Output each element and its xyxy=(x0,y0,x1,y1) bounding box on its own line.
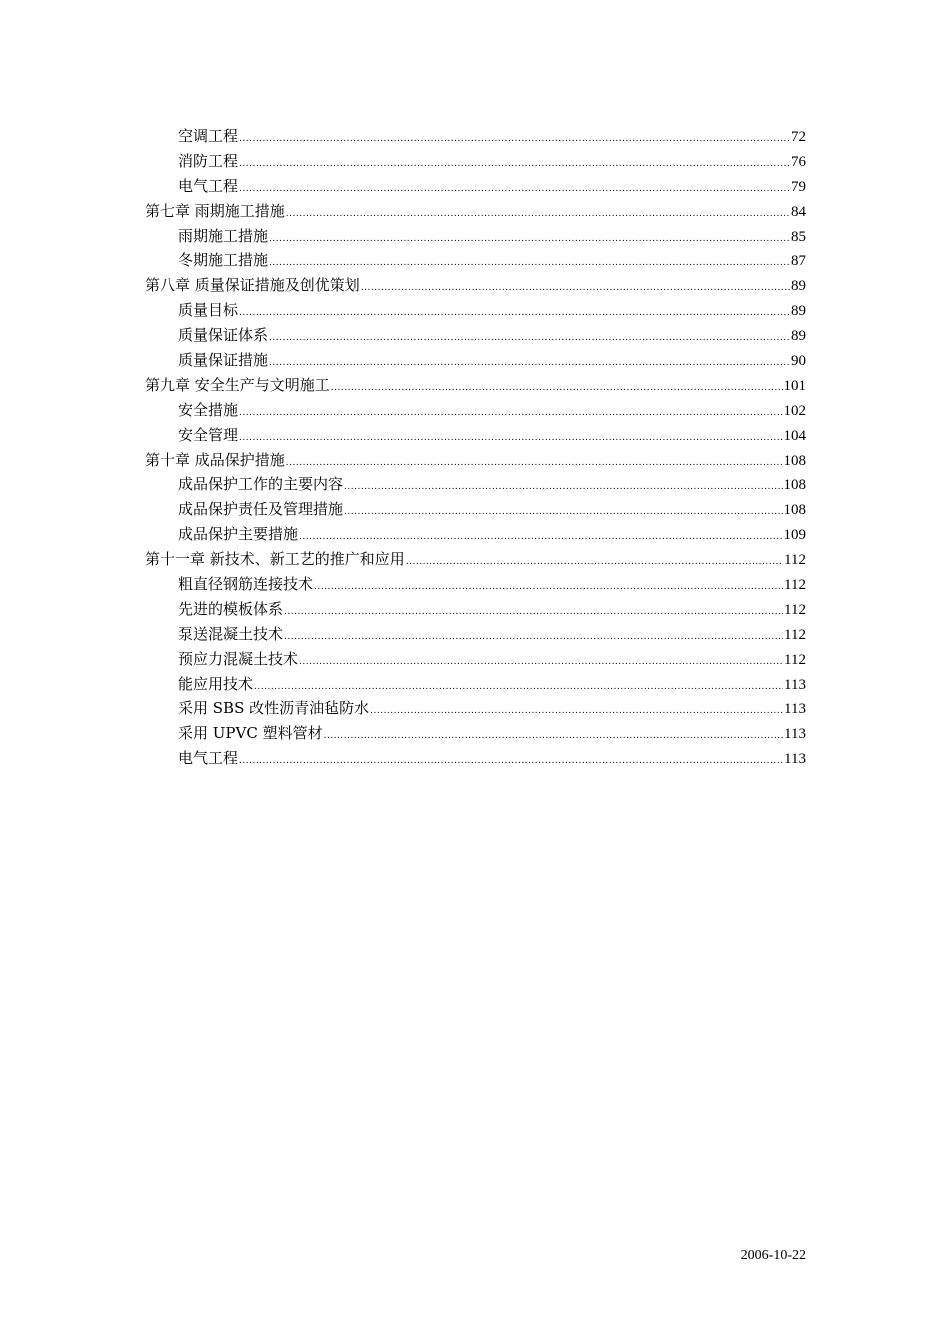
toc-entry-title: 成品保护责任及管理措施 xyxy=(178,500,344,519)
toc-section-entry[interactable] xyxy=(145,696,806,721)
toc-section-entry[interactable] xyxy=(145,497,806,522)
footer-date: 2006-10-22 xyxy=(740,1248,806,1263)
toc-entry-title: 雨期施工措施 xyxy=(178,226,269,245)
toc-entry-page-number: 113 xyxy=(784,751,806,768)
toc-section-entry[interactable] xyxy=(145,323,806,348)
toc-dot-leader xyxy=(269,326,790,351)
toc-entry-page-number: 84 xyxy=(791,203,806,220)
toc-entry-page-number: 113 xyxy=(784,676,806,693)
toc-dot-leader xyxy=(284,625,783,650)
toc-dot-leader xyxy=(239,177,790,202)
toc-section-entry[interactable] xyxy=(145,472,806,497)
toc-entry-page-number: 112 xyxy=(784,651,806,668)
toc-entry-page-number: 109 xyxy=(783,527,806,544)
toc-entry-title: 粗直径钢筋连接技术 xyxy=(178,575,314,594)
toc-entry-title: 采用 SBS 改性沥青油毡防水 xyxy=(178,699,370,718)
toc-entry-title: 第七章 雨期施工措施 xyxy=(145,201,285,220)
toc-entry-title: 电气工程 xyxy=(178,176,239,195)
toc-entry-title: 第十一章 新技术、新工艺的推广和应用 xyxy=(145,550,405,569)
toc-entry-title: 安全管理 xyxy=(178,425,239,444)
toc-dot-leader xyxy=(406,550,783,575)
toc-dot-leader xyxy=(361,276,790,301)
toc-entry-title: 电气工程 xyxy=(178,749,239,768)
toc-dot-leader xyxy=(286,451,783,476)
toc-section-entry[interactable] xyxy=(145,572,806,597)
toc-entry-title: 第十章 成品保护措施 xyxy=(145,450,285,469)
table-of-contents xyxy=(145,124,806,771)
toc-entry-title: 预应力混凝土技术 xyxy=(178,649,299,668)
toc-dot-leader xyxy=(269,227,790,252)
toc-entry-page-number: 113 xyxy=(784,726,806,743)
toc-entry-title: 消防工程 xyxy=(178,151,239,170)
toc-chapter-entry[interactable] xyxy=(145,273,806,298)
toc-entry-page-number: 102 xyxy=(783,402,806,419)
toc-entry-page-number: 112 xyxy=(784,552,806,569)
toc-entry-title: 泵送混凝土技术 xyxy=(178,624,284,643)
toc-dot-leader xyxy=(331,376,783,401)
toc-dot-leader xyxy=(344,475,782,500)
toc-dot-leader xyxy=(239,401,782,426)
toc-entry-title: 空调工程 xyxy=(178,127,239,145)
toc-entry-title: 成品保护工作的主要内容 xyxy=(178,475,344,494)
toc-entry-page-number: 108 xyxy=(783,477,806,494)
toc-dot-leader xyxy=(239,749,783,774)
toc-entry-page-number: 112 xyxy=(784,626,806,643)
toc-entry-title: 质量保证体系 xyxy=(178,326,269,345)
toc-dot-leader xyxy=(299,650,783,675)
toc-entry-page-number: 89 xyxy=(791,328,806,345)
toc-entry-page-number: 112 xyxy=(784,577,806,594)
toc-entry-title: 能应用技术 xyxy=(178,674,254,693)
toc-dot-leader xyxy=(286,202,790,227)
toc-dot-leader xyxy=(239,426,782,451)
toc-section-entry[interactable] xyxy=(145,622,806,647)
toc-chapter-entry[interactable] xyxy=(145,199,806,224)
toc-entry-title: 安全措施 xyxy=(178,400,239,419)
toc-entry-page-number: 85 xyxy=(791,228,806,245)
toc-entry-page-number: 79 xyxy=(791,178,806,195)
toc-chapter-entry[interactable] xyxy=(145,547,806,572)
toc-section-entry[interactable] xyxy=(145,149,806,174)
toc-entry-page-number: 90 xyxy=(791,353,806,370)
toc-dot-leader xyxy=(344,500,782,525)
toc-section-entry[interactable] xyxy=(145,721,806,746)
toc-entry-page-number: 112 xyxy=(784,601,806,618)
toc-section-entry[interactable] xyxy=(145,124,806,149)
toc-section-entry[interactable] xyxy=(145,746,806,771)
toc-entry-page-number: 113 xyxy=(784,701,806,718)
toc-entry-page-number: 89 xyxy=(791,303,806,320)
toc-entry-page-number: 108 xyxy=(783,452,806,469)
toc-entry-title: 第九章 安全生产与文明施工 xyxy=(145,375,330,394)
toc-section-entry[interactable] xyxy=(145,248,806,273)
toc-entry-title: 质量保证措施 xyxy=(178,351,269,370)
toc-section-entry[interactable] xyxy=(145,174,806,199)
toc-dot-leader xyxy=(284,600,783,625)
toc-dot-leader xyxy=(314,575,783,600)
toc-entry-page-number: 72 xyxy=(791,129,806,145)
toc-entry-title: 冬期施工措施 xyxy=(178,251,269,270)
toc-dot-leader xyxy=(239,127,790,152)
toc-section-entry[interactable] xyxy=(145,224,806,249)
toc-section-entry[interactable] xyxy=(145,647,806,672)
toc-section-entry[interactable] xyxy=(145,597,806,622)
toc-entry-title: 成品保护主要措施 xyxy=(178,525,299,544)
toc-chapter-entry[interactable] xyxy=(145,448,806,473)
toc-entry-title: 先进的模板体系 xyxy=(178,599,284,618)
toc-entry-page-number: 101 xyxy=(783,377,806,394)
toc-entry-page-number: 104 xyxy=(783,427,806,444)
toc-section-entry[interactable] xyxy=(145,398,806,423)
toc-chapter-entry[interactable] xyxy=(145,373,806,398)
toc-dot-leader xyxy=(239,301,790,326)
toc-dot-leader xyxy=(370,699,783,724)
toc-entry-page-number: 108 xyxy=(783,502,806,519)
toc-entry-page-number: 76 xyxy=(791,153,806,170)
toc-dot-leader xyxy=(324,724,783,749)
toc-section-entry[interactable] xyxy=(145,672,806,697)
toc-section-entry[interactable] xyxy=(145,298,806,323)
toc-section-entry[interactable] xyxy=(145,522,806,547)
toc-section-entry[interactable] xyxy=(145,423,806,448)
toc-entry-title: 第八章 质量保证措施及创优策划 xyxy=(145,276,360,295)
toc-entry-title: 质量目标 xyxy=(178,301,239,320)
toc-entry-page-number: 89 xyxy=(791,278,806,295)
toc-dot-leader xyxy=(239,152,790,177)
toc-entry-page-number: 87 xyxy=(791,253,806,270)
toc-dot-leader xyxy=(269,351,790,376)
toc-section-entry[interactable] xyxy=(145,348,806,373)
toc-entry-title: 采用 UPVC 塑料管材 xyxy=(178,724,323,743)
